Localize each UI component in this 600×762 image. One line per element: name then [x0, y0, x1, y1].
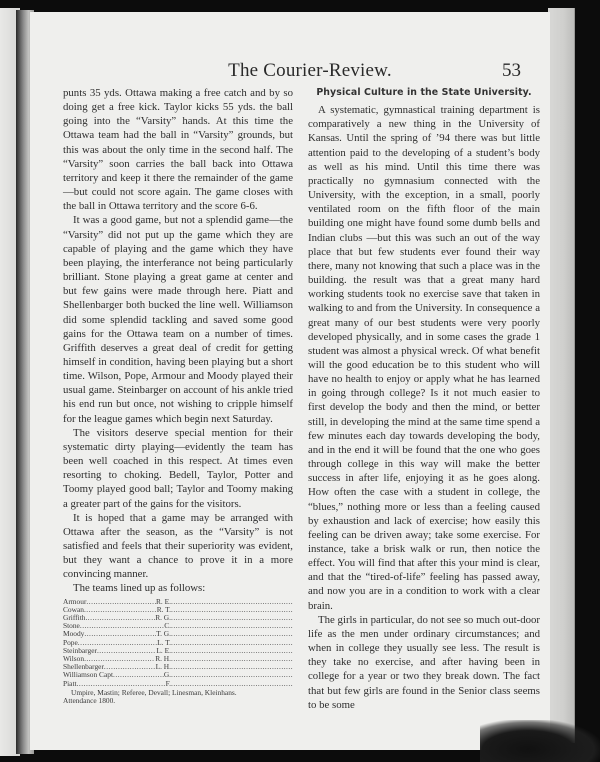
paragraph: The visitors deserve special mention for their systematic dirty playing—evidently the team has been well coached in this respect. At times even resorting to choking. Bedell, Taylor, Potter and Toomy played good ball; Taylor and Toomy making a greater part of the gains for the visitors. — [63, 426, 293, 510]
running-title: The Courier-Review. — [228, 60, 392, 81]
player-position: C. — [164, 622, 171, 631]
leader-dots — [171, 671, 293, 679]
leader-dots — [97, 647, 156, 655]
lineup-row — [63, 680, 293, 688]
leader-dots — [80, 622, 164, 630]
leader-dots — [171, 663, 293, 671]
player-name: Stone — [63, 622, 80, 631]
leader-dots — [171, 680, 293, 688]
leader-dots — [85, 614, 155, 622]
player-name: Steinbarger — [63, 646, 97, 655]
player-position: L. E. — [156, 646, 171, 655]
lineup-row — [63, 647, 293, 655]
lineup-row — [63, 655, 293, 663]
paragraph: It was a good game, but not a splendid game—the “Varsity” did not put up the game which they are capable of playing and the game which they have been playing, the interferance not being particularly brilliant. Stone playing a great game at center and but few gains were made through here. Piatt and Shellenbarger both bucked the line well. Williamson did some splendid tackling and saved some good gains for the Ottawa team on a number of times. Griffith deserves a great deal of credit for getting himself in condition, having been playing but a short time. Wilson, Pope, Armour and Moody played their usual game. Steinbarger on account of his ankle tried his end run but once, not wishing to cripple himself for the league games which begin next Saturday. — [63, 214, 293, 425]
player-position: R. G. — [155, 614, 171, 623]
officials-line: Umpire, Mastin; Referee, Devall; Linesman, Kleinhans. — [71, 687, 237, 697]
player-name: Cowan — [63, 605, 84, 614]
leader-dots — [171, 606, 293, 614]
player-position: G. — [163, 671, 171, 680]
paragraph: punts 35 yds. Ottawa making a free catch and by so doing get a free kick. Taylor kicks 55 yds. the ball going into the “Varsity” hands. At this time the Ottawa team had the ball in “Varsity” grounds, but this was about the only time in the second half. The “Varsity” soon carries the ball back into Ottawa territory and keep it there the remainder of the game—but could not score again. The game closes with the ball in Ottawa territory and the score 6-6. — [63, 87, 293, 213]
leader-dots — [113, 671, 164, 679]
lineup-row — [63, 598, 293, 606]
lineup-row — [63, 630, 293, 638]
paragraph: It is hoped that a game may be arranged with Ottawa after the season, as the “Varsity” is not satisfied and feels that their superiority was evident, but they want a chance to prove it in a more convincing manner. — [63, 511, 293, 581]
player-name: Armour — [63, 597, 87, 606]
paragraph: A systematic, gymnastical training department is comparatively a new thing in the University of Kansas. Until the spring of ’94 there was but little attention paid to the developing of a student’s body as well as his mind. Until this time there was practically no gymnasium connected with the University, with the exception, in a small, poorly ventilated room on the fifth floor of the main building one might have found some dumb bells and Indian clubs —but this was such an out of the way place that but few students ever found their way there, many not knowing that such a place was in the building. the result was that a great many hard working students took no exercise save that taken in walking to and from the University. In consequence a great many of our best students were very poorly developed physically, and in some cases the grade 1 student was almost a physical wreck. Of what benefit will the good education be to this student who will have no health to enjoy or apply what he has learned in going through college? Is it not much easier to first develop the body and then the mind, or better still, in developing the mind at the same time spend a few minutes each day towards developing the body, and in the end it will be found that the one who goes through college in this way will make the better success in after life, enjoying it as he goes along. How often the case with a student in college, the “blues,” nothing more or less than a feeling caused by exhaustion and lack of exercise; how easily this feeling can be driven away; take some exercise. For instance, take a brisk walk or run, then notice the effect. You will find that after this your mind is clear, and that the “tired-of-life” feeling has passed away, and now you are in a condition to work with a clear brain. — [308, 104, 540, 612]
player-position: R. H. — [155, 655, 171, 664]
player-name: Piatt — [63, 679, 77, 688]
leader-dots — [171, 647, 293, 655]
leader-dots — [104, 663, 156, 671]
player-name: Wilson — [63, 655, 85, 664]
paragraph: The girls in particular, do not see so much out-door life as the men under ordinary circumstances; and when in college they usually see less. The result is they take no exercise, and after having been in college for a year or two they break down. The fact that but few girls are found in the Senior class seems to be some — [308, 613, 540, 711]
leader-dots — [77, 680, 166, 688]
lineup-row — [63, 671, 293, 679]
player-name: Shellenbarger — [63, 663, 104, 672]
paragraph: The teams lined up as follows: — [73, 582, 206, 595]
attendance-line: Attendance 1800. — [63, 696, 116, 706]
player-name: Griffith — [63, 614, 86, 623]
lineup-row — [63, 606, 293, 614]
player-position: L. H. — [155, 663, 171, 672]
lineup-row — [63, 663, 293, 671]
page-stack-edge — [548, 8, 575, 743]
lineup-row — [63, 614, 293, 622]
leader-dots — [171, 630, 293, 638]
thumb-shadow — [480, 720, 600, 762]
leader-dots — [171, 622, 293, 630]
left-column — [63, 86, 293, 706]
page-number: 53 — [502, 60, 521, 81]
player-position: R. E. — [156, 597, 171, 606]
player-name: Moody — [63, 630, 85, 639]
lineup-row — [63, 622, 293, 630]
lineup-row — [63, 639, 293, 647]
player-name: Pope — [63, 638, 78, 647]
article-title: Physical Culture in the State University. — [316, 87, 532, 98]
leader-dots — [78, 639, 157, 647]
right-column — [308, 86, 540, 712]
player-position: L. T. — [157, 638, 171, 647]
leader-dots — [171, 614, 293, 622]
leader-dots — [171, 639, 293, 647]
player-position: F. — [165, 679, 171, 688]
leader-dots — [84, 655, 155, 663]
leader-dots — [171, 655, 293, 663]
team-lineup — [63, 598, 293, 688]
leader-dots — [171, 598, 293, 606]
player-position: R. T. — [156, 605, 171, 614]
player-name: Williamson Capt — [63, 671, 113, 680]
leader-dots — [86, 598, 156, 606]
leader-dots — [84, 606, 157, 614]
leader-dots — [84, 630, 156, 638]
player-position: T. G. — [156, 630, 171, 639]
